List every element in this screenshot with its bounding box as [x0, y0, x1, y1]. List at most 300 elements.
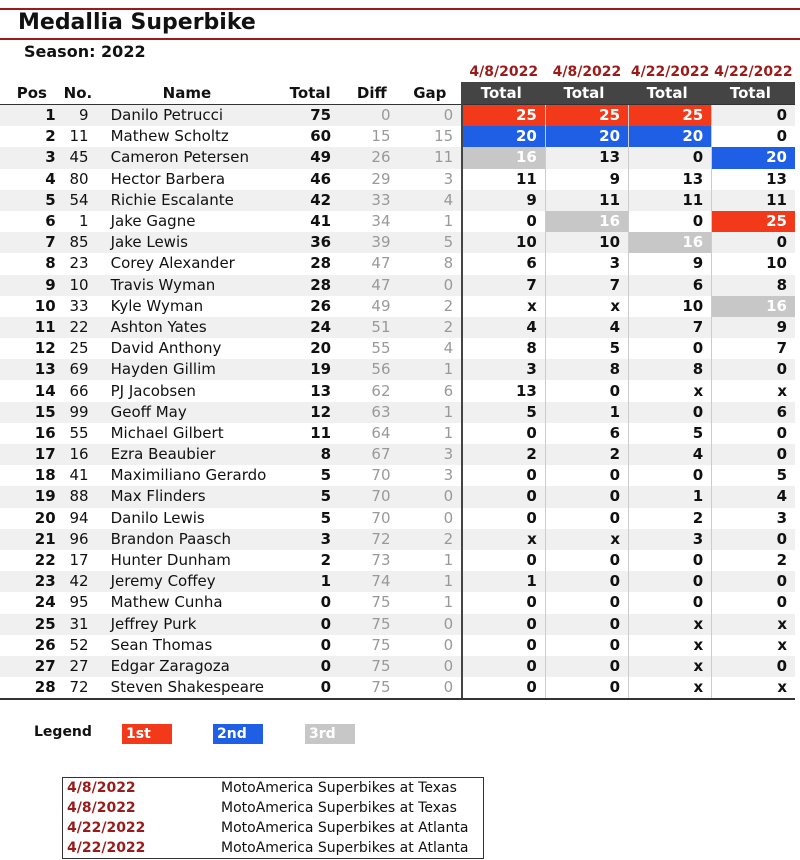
col-header-diff: Diff [345, 82, 398, 105]
race-points: 0 [545, 465, 628, 486]
rider-pos: 24 [0, 592, 64, 613]
race-points: 0 [462, 635, 545, 656]
race-points: 9 [629, 253, 712, 274]
race-points: 0 [712, 423, 795, 444]
rider-number: 95 [64, 592, 99, 613]
rider-pos: 14 [0, 380, 64, 401]
race-points: 0 [462, 486, 545, 507]
rider-name: Geoff May [99, 402, 276, 423]
rider-pos: 21 [0, 529, 64, 550]
rider-gap: 11 [399, 147, 463, 168]
rider-pos: 10 [0, 296, 64, 317]
rider-diff: 26 [345, 147, 398, 168]
rider-total: 20 [275, 338, 345, 359]
race-points: 0 [629, 550, 712, 571]
rider-pos: 11 [0, 317, 64, 338]
rider-row [0, 529, 795, 550]
rider-name: Michael Gilbert [99, 423, 276, 444]
race-points: 0 [545, 571, 628, 592]
rider-number: 11 [64, 126, 99, 147]
rider-number: 52 [64, 635, 99, 656]
rider-gap: 1 [399, 571, 463, 592]
rider-pos: 20 [0, 508, 64, 529]
race-points: 5 [545, 338, 628, 359]
rider-row [0, 550, 795, 571]
race-points: 0 [545, 677, 628, 699]
rider-pos: 25 [0, 614, 64, 635]
race-points: 0 [462, 508, 545, 529]
rider-name: Jeffrey Purk [99, 614, 276, 635]
rider-row [0, 402, 795, 423]
rider-gap: 0 [399, 635, 463, 656]
race-date: 4/8/2022 [552, 64, 622, 80]
rider-gap: 1 [399, 550, 463, 571]
rider-name: Jake Gagne [99, 211, 276, 232]
season-label: Season: 2022 [24, 42, 146, 61]
rider-pos: 1 [0, 105, 64, 127]
rider-total: 0 [275, 656, 345, 677]
rider-name: Mathew Cunha [99, 592, 276, 613]
race-points: x [712, 380, 795, 401]
rider-name: Danilo Lewis [99, 508, 276, 529]
race-points: 13 [712, 169, 795, 190]
rider-diff: 55 [345, 338, 398, 359]
rider-diff: 29 [345, 169, 398, 190]
race-points: 4 [545, 317, 628, 338]
race-points: 7 [545, 275, 628, 296]
race-points: 0 [545, 592, 628, 613]
race-points: 0 [712, 592, 795, 613]
rider-diff: 47 [345, 253, 398, 274]
rider-number: 10 [64, 275, 99, 296]
event-row [63, 798, 483, 818]
rider-name: Kyle Wyman [99, 296, 276, 317]
race-date: 4/22/2022 [630, 64, 710, 80]
rider-gap: 2 [399, 296, 463, 317]
rider-total: 28 [275, 275, 345, 296]
rider-pos: 15 [0, 402, 64, 423]
rider-number: 45 [64, 147, 99, 168]
rider-diff: 15 [345, 126, 398, 147]
race-points: 4 [712, 486, 795, 507]
race-points: 25 [462, 105, 545, 127]
race-points: 25 [629, 105, 712, 127]
event-name: MotoAmerica Superbikes at Texas [221, 800, 457, 816]
rider-total: 3 [275, 529, 345, 550]
event-row [63, 818, 483, 838]
rider-pos: 22 [0, 550, 64, 571]
rider-pos: 17 [0, 444, 64, 465]
rider-pos: 18 [0, 465, 64, 486]
rider-name: Sean Thomas [99, 635, 276, 656]
race-points: 0 [462, 550, 545, 571]
race-points: 0 [629, 465, 712, 486]
race-points: x [629, 380, 712, 401]
rider-name: Ashton Yates [99, 317, 276, 338]
race-points: 9 [712, 317, 795, 338]
rider-diff: 49 [345, 296, 398, 317]
legend-label: Legend [34, 724, 92, 740]
race-points: 0 [545, 635, 628, 656]
race-points: 0 [712, 359, 795, 380]
rider-row [0, 656, 795, 677]
race-points: 0 [545, 380, 628, 401]
rider-row [0, 359, 795, 380]
rider-number: 96 [64, 529, 99, 550]
race-points: 5 [712, 465, 795, 486]
rider-pos: 13 [0, 359, 64, 380]
rider-number: 94 [64, 508, 99, 529]
rider-diff: 75 [345, 656, 398, 677]
rider-number: 25 [64, 338, 99, 359]
rider-row [0, 126, 795, 147]
rider-total: 36 [275, 232, 345, 253]
rider-gap: 3 [399, 444, 463, 465]
event-name: MotoAmerica Superbikes at Texas [221, 780, 457, 796]
rider-total: 5 [275, 486, 345, 507]
rider-gap: 1 [399, 359, 463, 380]
rider-name: Edgar Zaragoza [99, 656, 276, 677]
rider-gap: 0 [399, 508, 463, 529]
rider-diff: 74 [345, 571, 398, 592]
race-points: 11 [629, 190, 712, 211]
rider-total: 0 [275, 592, 345, 613]
race-points: 4 [629, 444, 712, 465]
rider-name: David Anthony [99, 338, 276, 359]
rider-diff: 63 [345, 402, 398, 423]
race-points: 3 [629, 529, 712, 550]
rider-gap: 2 [399, 317, 463, 338]
rider-name: Ezra Beaubier [99, 444, 276, 465]
rider-pos: 12 [0, 338, 64, 359]
rider-gap: 8 [399, 253, 463, 274]
rider-gap: 1 [399, 423, 463, 444]
rider-gap: 0 [399, 614, 463, 635]
race-points: 4 [462, 317, 545, 338]
race-points: x [545, 529, 628, 550]
rider-row [0, 614, 795, 635]
event-date: 4/8/2022 [67, 780, 136, 796]
race-points: 8 [712, 275, 795, 296]
rider-diff: 67 [345, 444, 398, 465]
rider-pos: 4 [0, 169, 64, 190]
rider-gap: 0 [399, 105, 463, 127]
rider-gap: 2 [399, 529, 463, 550]
rider-diff: 56 [345, 359, 398, 380]
race-points: 2 [712, 550, 795, 571]
rider-name: Travis Wyman [99, 275, 276, 296]
race-points: 20 [545, 126, 628, 147]
rider-number: 31 [64, 614, 99, 635]
rider-total: 0 [275, 635, 345, 656]
race-points: 2 [462, 444, 545, 465]
rider-total: 28 [275, 253, 345, 274]
rider-row [0, 211, 795, 232]
standings-table [0, 62, 795, 700]
rider-diff: 64 [345, 423, 398, 444]
title-bottom-rule [0, 38, 800, 40]
rider-name: Mathew Scholtz [99, 126, 276, 147]
rider-diff: 75 [345, 592, 398, 613]
col-header-race-total: Total [629, 82, 712, 105]
rider-row [0, 338, 795, 359]
race-points: 0 [462, 592, 545, 613]
rider-row [0, 232, 795, 253]
rider-number: 99 [64, 402, 99, 423]
rider-diff: 51 [345, 317, 398, 338]
rider-total: 49 [275, 147, 345, 168]
rider-total: 5 [275, 508, 345, 529]
rider-pos: 9 [0, 275, 64, 296]
col-header-race-total: Total [545, 82, 628, 105]
col-header-gap: Gap [399, 82, 463, 105]
rider-name: Cameron Petersen [99, 147, 276, 168]
rider-name: Corey Alexander [99, 253, 276, 274]
rider-number: 55 [64, 423, 99, 444]
rider-gap: 5 [399, 232, 463, 253]
race-points: 0 [462, 614, 545, 635]
rider-diff: 73 [345, 550, 398, 571]
race-points: 6 [712, 402, 795, 423]
rider-pos: 26 [0, 635, 64, 656]
race-points: x [462, 529, 545, 550]
rider-total: 0 [275, 677, 345, 699]
race-points: 10 [629, 296, 712, 317]
rider-diff: 75 [345, 635, 398, 656]
rider-pos: 3 [0, 147, 64, 168]
rider-total: 13 [275, 380, 345, 401]
event-row [63, 838, 483, 858]
race-points: 8 [462, 338, 545, 359]
race-points: 1 [462, 571, 545, 592]
race-points: 0 [712, 126, 795, 147]
rider-diff: 34 [345, 211, 398, 232]
rider-diff: 47 [345, 275, 398, 296]
race-points: 0 [545, 614, 628, 635]
rider-pos: 19 [0, 486, 64, 507]
rider-name: Jeremy Coffey [99, 571, 276, 592]
rider-number: 72 [64, 677, 99, 699]
race-points: 7 [629, 317, 712, 338]
rider-total: 0 [275, 614, 345, 635]
rider-name: Steven Shakespeare [99, 677, 276, 699]
race-points: x [462, 296, 545, 317]
col-header-name: Name [99, 82, 276, 105]
rider-diff: 39 [345, 232, 398, 253]
race-points: x [629, 677, 712, 699]
rider-gap: 0 [399, 486, 463, 507]
race-dates-row [0, 62, 795, 82]
rider-total: 11 [275, 423, 345, 444]
race-points: 25 [712, 211, 795, 232]
rider-pos: 7 [0, 232, 64, 253]
rider-row [0, 508, 795, 529]
rider-pos: 27 [0, 656, 64, 677]
rider-name: Jake Lewis [99, 232, 276, 253]
event-name: MotoAmerica Superbikes at Atlanta [221, 820, 469, 836]
rider-row [0, 253, 795, 274]
rider-row [0, 486, 795, 507]
race-points: 8 [545, 359, 628, 380]
rider-gap: 4 [399, 190, 463, 211]
race-points: 6 [629, 275, 712, 296]
race-points: 10 [545, 232, 628, 253]
rider-pos: 28 [0, 677, 64, 699]
rider-diff: 33 [345, 190, 398, 211]
race-points: 0 [545, 656, 628, 677]
race-points: 3 [545, 253, 628, 274]
rider-name: Hunter Dunham [99, 550, 276, 571]
rider-total: 46 [275, 169, 345, 190]
rider-number: 17 [64, 550, 99, 571]
race-points: x [712, 677, 795, 699]
rider-name: Hector Barbera [99, 169, 276, 190]
rider-total: 19 [275, 359, 345, 380]
race-points: x [545, 296, 628, 317]
race-points: 5 [629, 423, 712, 444]
rider-number: 69 [64, 359, 99, 380]
rider-diff: 0 [345, 105, 398, 127]
race-points: 0 [545, 550, 628, 571]
rider-diff: 70 [345, 486, 398, 507]
event-date: 4/22/2022 [67, 820, 146, 836]
race-points: 0 [462, 211, 545, 232]
race-points: 0 [545, 486, 628, 507]
race-points: 0 [545, 508, 628, 529]
race-date: 4/8/2022 [469, 64, 539, 80]
race-points: 0 [712, 656, 795, 677]
rider-number: 85 [64, 232, 99, 253]
race-points: 13 [629, 169, 712, 190]
rider-total: 1 [275, 571, 345, 592]
col-header-race-total: Total [462, 82, 545, 105]
race-points: 0 [462, 465, 545, 486]
race-points: 20 [629, 126, 712, 147]
rider-total: 2 [275, 550, 345, 571]
legend-2nd-place: 2nd place [213, 724, 263, 744]
rider-pos: 8 [0, 253, 64, 274]
rider-total: 75 [275, 105, 345, 127]
race-points: 16 [545, 211, 628, 232]
race-points: 0 [629, 592, 712, 613]
rider-number: 41 [64, 465, 99, 486]
race-points: x [629, 614, 712, 635]
rider-number: 80 [64, 169, 99, 190]
race-points: x [629, 635, 712, 656]
race-points: 0 [712, 529, 795, 550]
rider-number: 88 [64, 486, 99, 507]
race-points: 10 [462, 232, 545, 253]
rider-row [0, 275, 795, 296]
rider-gap: 15 [399, 126, 463, 147]
race-points: 0 [629, 338, 712, 359]
rider-row [0, 635, 795, 656]
race-points: 2 [629, 508, 712, 529]
rider-number: 22 [64, 317, 99, 338]
rider-row [0, 592, 795, 613]
rider-gap: 1 [399, 592, 463, 613]
race-points: 3 [462, 359, 545, 380]
rider-pos: 2 [0, 126, 64, 147]
race-points: 6 [462, 253, 545, 274]
rider-gap: 0 [399, 275, 463, 296]
rider-row [0, 190, 795, 211]
col-header-no: No. [64, 82, 99, 105]
rider-row [0, 444, 795, 465]
rider-pos: 23 [0, 571, 64, 592]
race-points: 9 [545, 169, 628, 190]
race-points: 0 [462, 423, 545, 444]
rider-row [0, 147, 795, 168]
race-points: 11 [462, 169, 545, 190]
rider-row [0, 296, 795, 317]
event-row [63, 778, 483, 798]
rider-gap: 0 [399, 677, 463, 699]
rider-gap: 1 [399, 211, 463, 232]
race-points: x [712, 614, 795, 635]
rider-name: Brandon Paasch [99, 529, 276, 550]
race-points: 6 [545, 423, 628, 444]
rider-row [0, 317, 795, 338]
race-points: 0 [712, 444, 795, 465]
rider-gap: 0 [399, 656, 463, 677]
rider-row [0, 423, 795, 444]
rider-number: 54 [64, 190, 99, 211]
rider-name: Richie Escalante [99, 190, 276, 211]
rider-row [0, 465, 795, 486]
rider-pos: 6 [0, 211, 64, 232]
rider-gap: 3 [399, 169, 463, 190]
race-points: 25 [545, 105, 628, 127]
rider-diff: 75 [345, 614, 398, 635]
rider-number: 66 [64, 380, 99, 401]
race-points: 16 [629, 232, 712, 253]
rider-total: 42 [275, 190, 345, 211]
race-points: 11 [545, 190, 628, 211]
race-points: 0 [629, 211, 712, 232]
race-points: x [629, 656, 712, 677]
race-points: 8 [629, 359, 712, 380]
col-header-total: Total [275, 82, 345, 105]
rider-row [0, 571, 795, 592]
page-title: Medallia Superbike [18, 10, 256, 35]
rider-number: 9 [64, 105, 99, 127]
rider-row [0, 105, 795, 127]
race-points: 0 [629, 571, 712, 592]
event-name: MotoAmerica Superbikes at Atlanta [221, 840, 469, 856]
rider-total: 8 [275, 444, 345, 465]
rider-name: PJ Jacobsen [99, 380, 276, 401]
legend-1st-place: 1st place [122, 724, 172, 744]
rider-name: Hayden Gillim [99, 359, 276, 380]
race-points: x [712, 635, 795, 656]
race-points: 0 [629, 402, 712, 423]
rider-pos: 16 [0, 423, 64, 444]
rider-gap: 3 [399, 465, 463, 486]
race-date: 4/22/2022 [714, 64, 793, 80]
event-date: 4/8/2022 [67, 800, 136, 816]
col-header-pos: Pos [0, 82, 64, 105]
race-points: 16 [712, 296, 795, 317]
col-header-race-total: Total [712, 82, 795, 105]
rider-total: 5 [275, 465, 345, 486]
event-date: 4/22/2022 [67, 840, 146, 856]
rider-diff: 70 [345, 465, 398, 486]
rider-number: 23 [64, 253, 99, 274]
rider-gap: 4 [399, 338, 463, 359]
race-points: 0 [629, 147, 712, 168]
rider-row [0, 677, 795, 699]
